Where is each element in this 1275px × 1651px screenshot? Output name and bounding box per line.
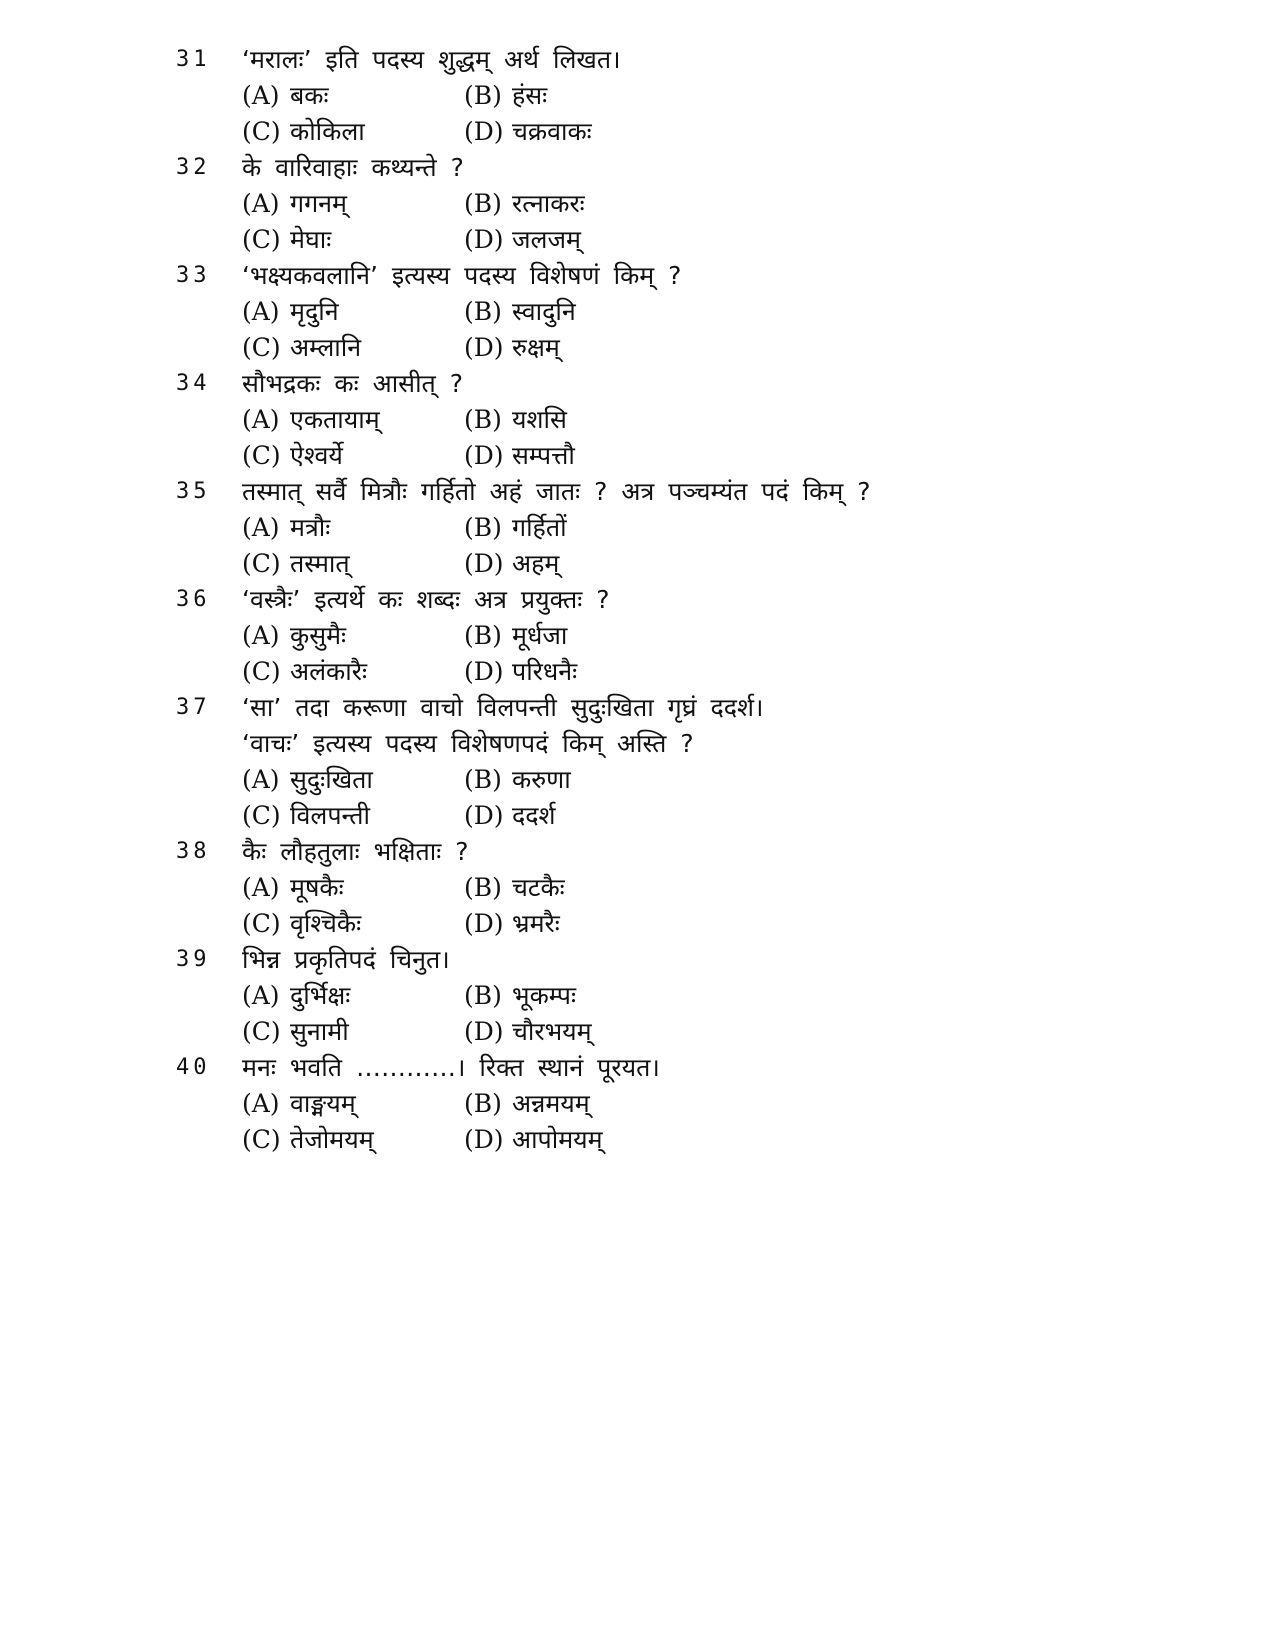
question-number: 37: [176, 695, 211, 720]
option-letter: (B): [464, 621, 502, 650]
option-text: एकतायाम्: [290, 405, 380, 434]
option-text: स्वादुनि: [512, 297, 576, 326]
question-37: [0, 690, 1275, 834]
question-number: 33: [176, 263, 211, 288]
question-line: [0, 150, 1275, 186]
question-text: ‘सा’ तदा करूणा वाचो विलपन्ती सुदुःखिता गृघ्रं ददर्श।: [242, 693, 764, 722]
question-number: 34: [176, 371, 211, 396]
question-40: [0, 1050, 1275, 1158]
option-letter: (D): [464, 549, 504, 578]
option-d[interactable]: [464, 1122, 603, 1158]
option-letter: (C): [242, 441, 281, 470]
option-letter: (A): [242, 1089, 280, 1118]
question-36: [0, 582, 1275, 690]
option-letter: (C): [242, 1125, 281, 1154]
option-text: तस्मात्: [290, 549, 350, 578]
question-line: [0, 690, 1275, 726]
question-35: [0, 474, 1275, 582]
option-row: [0, 186, 1275, 222]
option-text: मृदुनि: [290, 297, 339, 326]
question-text-2: ‘वाचः’ इत्यस्य पदस्य विशेषणपदं किम् अस्ति ?: [242, 729, 694, 758]
option-row: [0, 1122, 1275, 1158]
question-text: सौभद्रकः कः आसीत् ?: [242, 369, 464, 398]
option-row: [0, 78, 1275, 114]
option-letter: (C): [242, 225, 281, 254]
option-letter: (B): [464, 1089, 502, 1118]
option-b[interactable]: [464, 510, 567, 546]
option-b[interactable]: [464, 870, 565, 906]
option-d[interactable]: [464, 906, 560, 942]
option-text: अन्नमयम्: [512, 1089, 590, 1118]
option-c[interactable]: [242, 654, 367, 690]
question-text: ‘भक्ष्यकवलानि’ इत्यस्य पदस्य विशेषणं किम् ?: [242, 261, 682, 290]
option-a[interactable]: [242, 402, 380, 438]
option-text: मूषकैः: [290, 873, 344, 902]
option-text: जलजम्: [512, 225, 582, 254]
option-letter: (A): [242, 189, 280, 218]
option-text: दुर्भिक्षः: [290, 981, 351, 1010]
option-text: तेजोमयम्: [290, 1125, 374, 1154]
question-line: [0, 366, 1275, 402]
option-d[interactable]: [464, 330, 560, 366]
option-text: सम्पत्तौ: [512, 441, 575, 470]
option-letter: (A): [242, 621, 280, 650]
question-number: 38: [176, 839, 211, 864]
option-row: [0, 870, 1275, 906]
question-34: [0, 366, 1275, 474]
option-a[interactable]: [242, 510, 330, 546]
option-text: अम्लानि: [290, 333, 362, 362]
option-text: गर्हितों: [512, 513, 567, 542]
option-letter: (B): [464, 405, 502, 434]
option-text: वाङ्मयम्: [290, 1089, 356, 1118]
question-text: भिन्न प्रकृतिपदं चिनुत।: [242, 945, 450, 974]
option-row: [0, 438, 1275, 474]
option-row: [0, 114, 1275, 150]
option-text: चक्रवाकः: [512, 117, 592, 146]
question-number: 31: [176, 47, 211, 72]
option-c[interactable]: [242, 798, 370, 834]
option-row: [0, 798, 1275, 834]
option-d[interactable]: [464, 798, 556, 834]
option-row: [0, 978, 1275, 1014]
option-text: अलंकारैः: [290, 657, 368, 686]
option-b[interactable]: [464, 762, 571, 798]
option-row: [0, 294, 1275, 330]
option-text: रुक्षम्: [512, 333, 560, 362]
option-c[interactable]: [242, 330, 361, 366]
option-d[interactable]: [464, 546, 559, 582]
option-text: सुदुःखिता: [290, 765, 373, 794]
question-33: [0, 258, 1275, 366]
option-letter: (D): [464, 909, 504, 938]
question-number: 39: [176, 947, 211, 972]
option-letter: (D): [464, 801, 504, 830]
option-letter: (B): [464, 297, 502, 326]
option-a[interactable]: [242, 762, 373, 798]
option-c[interactable]: [242, 906, 361, 942]
option-text: विलपन्ती: [290, 801, 370, 830]
option-letter: (B): [464, 513, 502, 542]
option-b[interactable]: [464, 978, 576, 1014]
option-row: [0, 330, 1275, 366]
option-row: [0, 1014, 1275, 1050]
question-text: के वारिवाहाः कथ्यन्ते ?: [242, 153, 464, 182]
option-c[interactable]: [242, 222, 331, 258]
option-letter: (A): [242, 981, 280, 1010]
option-d[interactable]: [464, 1014, 592, 1050]
option-letter: (D): [464, 441, 504, 470]
question-line: [0, 942, 1275, 978]
option-text: मत्रौः: [290, 513, 331, 542]
option-a[interactable]: [242, 186, 347, 222]
question-text: तस्मात् सर्वै मित्रौः गर्हितो अहं जातः ? अत्र पञ्चम्यंत पदं किम् ?: [242, 477, 871, 506]
option-text: हंसः: [512, 81, 548, 110]
option-letter: (B): [464, 873, 502, 902]
option-letter: (C): [242, 549, 281, 578]
question-line-2: [0, 726, 1275, 762]
option-c[interactable]: [242, 546, 350, 582]
option-row: [0, 1086, 1275, 1122]
option-letter: (A): [242, 297, 280, 326]
option-letter: (C): [242, 117, 281, 146]
option-letter: (A): [242, 513, 280, 542]
option-text: मेघाः: [290, 225, 332, 254]
option-letter: (A): [242, 81, 280, 110]
option-b[interactable]: [464, 618, 567, 654]
question-line: [0, 42, 1275, 78]
option-d[interactable]: [464, 222, 581, 258]
option-letter: (C): [242, 333, 281, 362]
option-text: कोकिला: [290, 117, 365, 146]
option-letter: (A): [242, 405, 280, 434]
option-d[interactable]: [464, 114, 592, 150]
question-number: 36: [176, 587, 211, 612]
option-letter: (C): [242, 657, 281, 686]
option-text: गगनम्: [290, 189, 347, 218]
question-line: [0, 834, 1275, 870]
question-text: कैः लौहतुलाः भक्षिताः ?: [242, 837, 469, 866]
option-b[interactable]: [464, 186, 585, 222]
option-text: करुणा: [512, 765, 571, 794]
option-letter: (D): [464, 1125, 504, 1154]
option-a[interactable]: [242, 1086, 356, 1122]
option-c[interactable]: [242, 438, 343, 474]
option-c[interactable]: [242, 1122, 374, 1158]
question-text: मनः भवति …………। रिक्त स्थानं पूरयत।: [242, 1053, 660, 1082]
option-text: चौरभयम्: [512, 1017, 592, 1046]
option-letter: (D): [464, 333, 504, 362]
option-text: आपोमयम्: [512, 1125, 603, 1154]
question-number: 35: [176, 479, 211, 504]
option-row: [0, 402, 1275, 438]
option-text: चटकैः: [512, 873, 565, 902]
option-b[interactable]: [464, 78, 547, 114]
option-row: [0, 906, 1275, 942]
question-38: [0, 834, 1275, 942]
question-line: [0, 258, 1275, 294]
option-letter: (D): [464, 1017, 504, 1046]
question-39: [0, 942, 1275, 1050]
option-row: [0, 510, 1275, 546]
question-text: ‘मरालः’ इति पदस्य शुद्धम् अर्थ लिखत।: [242, 45, 621, 74]
option-c[interactable]: [242, 114, 365, 150]
option-text: कुसुमैः: [290, 621, 347, 650]
question-number: 32: [176, 155, 211, 180]
option-text: अहम्: [512, 549, 560, 578]
option-d[interactable]: [464, 438, 575, 474]
option-letter: (B): [464, 765, 502, 794]
question-number: 40: [176, 1055, 211, 1080]
question-line: [0, 474, 1275, 510]
option-text: भ्रमरैः: [512, 909, 560, 938]
option-text: ददर्श: [512, 801, 556, 830]
option-text: ऐश्वर्ये: [290, 441, 343, 470]
question-32: [0, 150, 1275, 258]
option-letter: (D): [464, 225, 504, 254]
option-c[interactable]: [242, 1014, 349, 1050]
option-text: परिधनैः: [512, 657, 578, 686]
option-b[interactable]: [464, 402, 567, 438]
option-a[interactable]: [242, 978, 350, 1014]
option-text: यशसि: [512, 405, 567, 434]
option-a[interactable]: [242, 870, 344, 906]
option-letter: (C): [242, 909, 281, 938]
option-letter: (A): [242, 765, 280, 794]
option-text: वृश्चिकैः: [290, 909, 362, 938]
question-text: ‘वस्त्रैः’ इत्यर्थे कः शब्दः अत्र प्रयुक्तः ?: [242, 585, 610, 614]
option-b[interactable]: [464, 1086, 590, 1122]
option-row: [0, 546, 1275, 582]
option-text: भूकम्पः: [512, 981, 577, 1010]
option-a[interactable]: [242, 78, 329, 114]
option-text: रत्नाकरः: [512, 189, 585, 218]
option-row: [0, 618, 1275, 654]
option-letter: (C): [242, 801, 281, 830]
option-letter: (B): [464, 81, 502, 110]
option-d[interactable]: [464, 654, 577, 690]
option-row: [0, 222, 1275, 258]
option-a[interactable]: [242, 618, 346, 654]
option-row: [0, 654, 1275, 690]
option-text: मूर्धजा: [512, 621, 568, 650]
question-line: [0, 582, 1275, 618]
option-letter: (A): [242, 873, 280, 902]
question-line: [0, 1050, 1275, 1086]
option-letter: (D): [464, 117, 504, 146]
question-31: [0, 42, 1275, 150]
option-row: [0, 762, 1275, 798]
option-a[interactable]: [242, 294, 339, 330]
option-text: सुनामी: [290, 1017, 349, 1046]
option-text: बकः: [290, 81, 329, 110]
option-letter: (C): [242, 1017, 281, 1046]
option-b[interactable]: [464, 294, 576, 330]
option-letter: (D): [464, 657, 504, 686]
option-letter: (B): [464, 189, 502, 218]
option-letter: (B): [464, 981, 502, 1010]
